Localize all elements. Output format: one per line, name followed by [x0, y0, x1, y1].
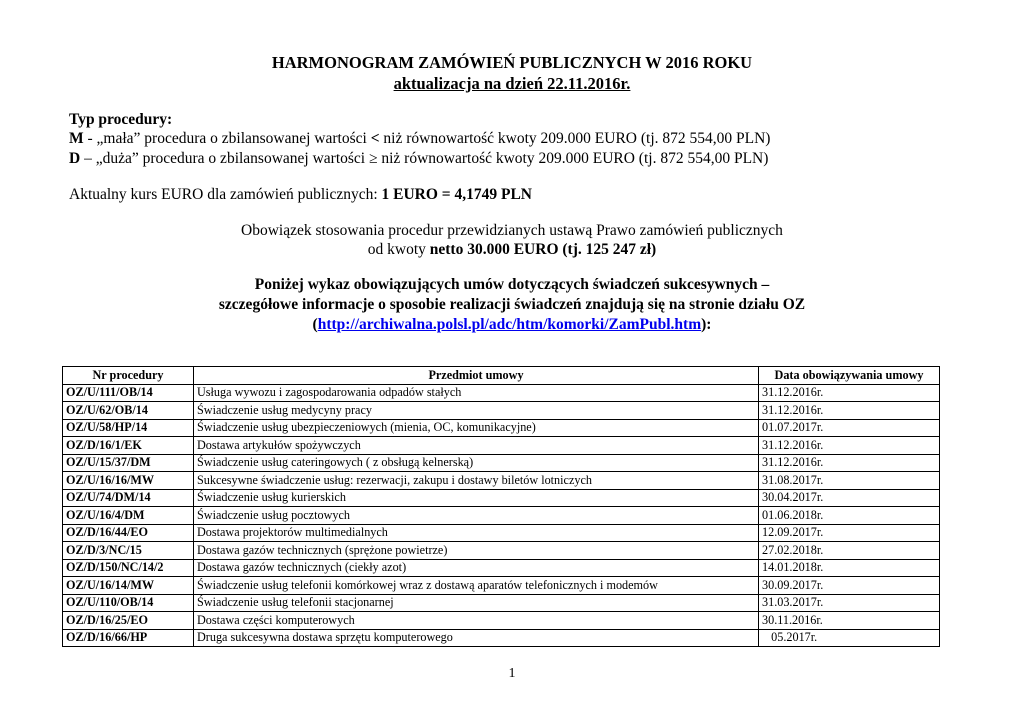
procedure-number: OZ/D/150/NC/14/2 — [63, 559, 194, 577]
contract-subject: Dostawa projektorów multimedialnych — [194, 524, 759, 542]
euro-rate-value: 1 EURO = 4,1749 PLN — [381, 186, 533, 203]
procedure-number: OZ/U/16/14/MW — [63, 577, 194, 595]
validity-date: 12.09.2017r. — [759, 524, 940, 542]
table-row — [63, 472, 940, 490]
validity-date: 31.08.2017r. — [759, 472, 940, 490]
procedure-number: OZ/D/3/NC/15 — [63, 542, 194, 560]
procedure-m-line — [69, 130, 770, 148]
validity-date: 01.06.2018r. — [759, 507, 940, 525]
procedure-d-code: D — [69, 150, 81, 167]
table-row — [63, 577, 940, 595]
contract-subject: Dostawa artykułów spożywczych — [194, 437, 759, 455]
procedure-m-rest: niż równowartość kwoty 209.000 EURO (tj. 872 554,00 PLN) — [379, 130, 771, 147]
table-row — [63, 489, 940, 507]
page-number: 1 — [508, 666, 516, 681]
procedure-number: OZ/U/16/4/DM — [63, 507, 194, 525]
validity-date: 31.12.2016r. — [759, 402, 940, 420]
table-row — [63, 629, 940, 647]
contract-subject: Świadczenie usług medycyny pracy — [194, 402, 759, 420]
contract-subject: Świadczenie usług telefonii stacjonarnej — [194, 594, 759, 612]
procedure-number: OZ/D/16/66/HP — [63, 629, 194, 647]
header-nr: Nr procedury — [63, 367, 194, 385]
table-row — [63, 507, 940, 525]
validity-date: 31.03.2017r. — [759, 594, 940, 612]
contracts-table — [62, 366, 940, 647]
obligation-prefix: od kwoty — [367, 241, 430, 258]
validity-date: 31.12.2016r. — [759, 454, 940, 472]
procedure-m-code: M — [69, 130, 84, 147]
euro-rate-line — [69, 186, 532, 204]
table-row — [63, 384, 940, 402]
validity-date: 14.01.2018r. — [759, 559, 940, 577]
validity-date: 30.11.2016r. — [759, 612, 940, 630]
contract-subject: Dostawa gazów technicznych (sprężone powietrze) — [194, 542, 759, 560]
contract-subject: Świadczenie usług pocztowych — [194, 507, 759, 525]
procedure-m-sign: < — [370, 130, 380, 147]
document-subtitle — [0, 74, 1024, 94]
validity-date: 31.12.2016r. — [759, 437, 940, 455]
obligation-line-2 — [0, 241, 1024, 259]
update-date: aktualizacja na dzień 22.11.2016r. — [393, 74, 631, 93]
procedure-number: OZ/D/16/25/EO — [63, 612, 194, 630]
obligation-threshold: netto 30.000 EURO (tj. 125 247 zł) — [429, 241, 657, 258]
list-intro-line-2: szczegółowe informacje o sposobie realizacji świadczeń znajdują się na stronie działu OZ — [218, 296, 806, 313]
contract-subject: Świadczenie usług telefonii komórkowej wraz z dostawą aparatów telefonicznych i modemów — [194, 577, 759, 595]
table-row — [63, 402, 940, 420]
procedure-d-text: – „duża” procedura o zbilansowanej wartości ≥ niż równowartość kwoty 209.000 EURO (tj. 872 554,00 PLN) — [80, 150, 769, 167]
validity-date: 01.07.2017r. — [759, 419, 940, 437]
contract-subject: Świadczenie usług ubezpieczeniowych (mienia, OC, komunikacyjne) — [194, 419, 759, 437]
contract-subject: Świadczenie usług kurierskich — [194, 489, 759, 507]
validity-date: 27.02.2018r. — [759, 542, 940, 560]
header-date: Data obowiązywania umowy — [759, 367, 940, 385]
procedure-number: OZ/D/16/1/EK — [63, 437, 194, 455]
oz-department-link[interactable]: http://archiwalna.polsl.pl/adc/htm/komorki/ZamPubl.htm — [317, 316, 702, 333]
validity-date: 31.12.2016r. — [759, 384, 940, 402]
close-paren: ): — [701, 316, 712, 333]
contract-subject: Druga sukcesywna dostawa sprzętu komputerowego — [194, 629, 759, 647]
contract-subject: Świadczenie usług cateringowych ( z obsługą kelnerską) — [194, 454, 759, 472]
validity-date: 30.09.2017r. — [759, 577, 940, 595]
table-row — [63, 419, 940, 437]
table-header-row — [63, 367, 940, 385]
table-row — [63, 524, 940, 542]
contract-subject: Sukcesywne świadczenie usług: rezerwacji, zakupu i dostawy biletów lotniczych — [194, 472, 759, 490]
procedure-m-text: - „mała” procedura o zbilansowanej wartości — [83, 130, 371, 147]
list-intro-line-1: Poniżej wykaz obowiązujących umów dotyczących świadczeń sukcesywnych – — [254, 276, 770, 293]
table-row — [63, 437, 940, 455]
document-title: HARMONOGRAM ZAMÓWIEŃ PUBLICZNYCH W 2016 ROKU — [271, 53, 753, 72]
procedure-number: OZ/U/111/OB/14 — [63, 384, 194, 402]
procedure-type-label: Typ procedury: — [69, 111, 173, 128]
list-intro-line-3 — [0, 316, 1024, 334]
procedure-number: OZ/U/74/DM/14 — [63, 489, 194, 507]
procedure-number: OZ/U/110/OB/14 — [63, 594, 194, 612]
table-row — [63, 542, 940, 560]
contract-subject: Dostawa gazów technicznych (ciekły azot) — [194, 559, 759, 577]
validity-date: 05.2017r. — [759, 629, 940, 647]
table-row — [63, 559, 940, 577]
header-subject: Przedmiot umowy — [194, 367, 759, 385]
table-row — [63, 454, 940, 472]
procedure-number: OZ/D/16/44/EO — [63, 524, 194, 542]
contract-subject: Usługa wywozu i zagospodarowania odpadów stałych — [194, 384, 759, 402]
validity-date: 30.04.2017r. — [759, 489, 940, 507]
procedure-number: OZ/U/15/37/DM — [63, 454, 194, 472]
procedure-d-line — [69, 150, 768, 168]
obligation-line-1: Obowiązek stosowania procedur przewidzianych ustawą Prawo zamówień publicznych — [241, 222, 783, 239]
procedure-number: OZ/U/16/16/MW — [63, 472, 194, 490]
table-row — [63, 594, 940, 612]
table-row — [63, 612, 940, 630]
procedure-number: OZ/U/62/OB/14 — [63, 402, 194, 420]
euro-rate-prefix: Aktualny kurs EURO dla zamówień publicznych: — [69, 186, 382, 203]
procedure-number: OZ/U/58/HP/14 — [63, 419, 194, 437]
open-paren: ( — [312, 316, 318, 333]
contract-subject: Dostawa części komputerowych — [194, 612, 759, 630]
